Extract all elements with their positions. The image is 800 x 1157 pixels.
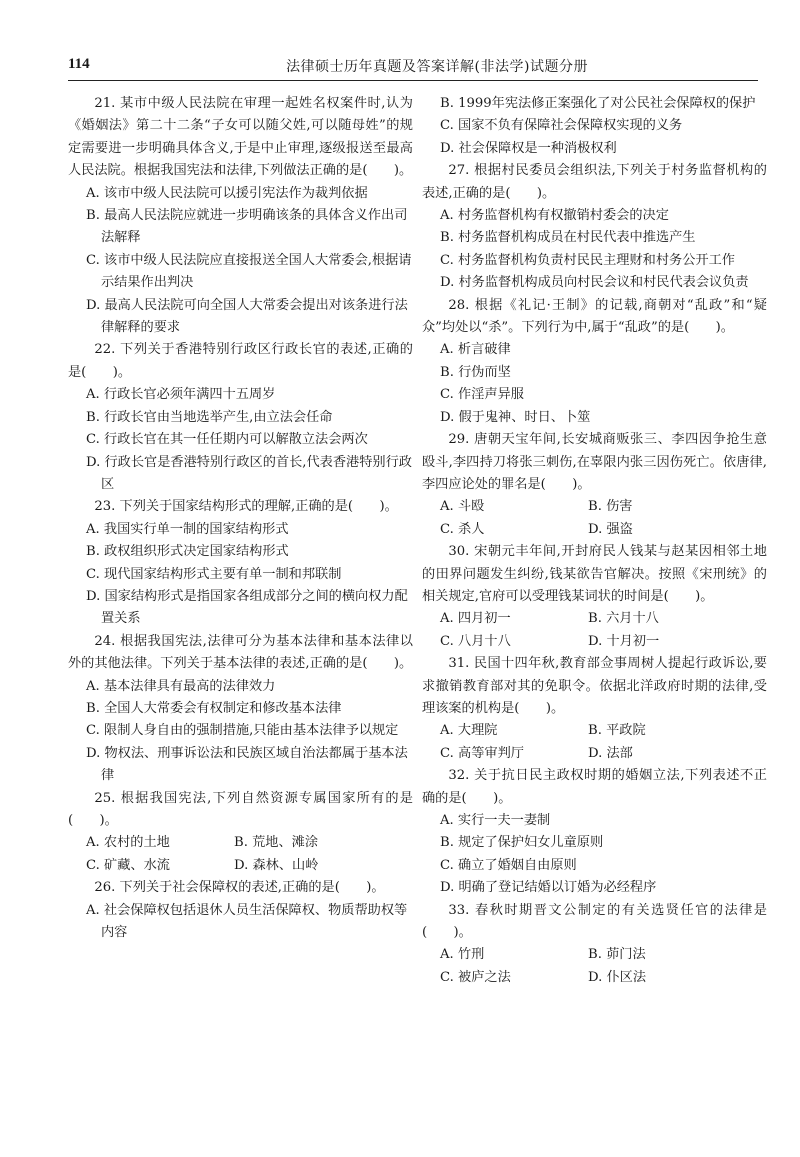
answer-option: B. 六月十八	[588, 611, 659, 627]
answer-option: D. 强盗	[588, 521, 633, 537]
answer-option: C. 行政长官在其一任任期内可以解散立法会两次	[86, 432, 368, 448]
answer-option: C. 确立了婚姻自由原则	[440, 857, 577, 873]
answer-option: A. 行政长官必须年满四十五周岁	[86, 387, 276, 403]
answer-option: C. 国家不负有保障社会保障权实现的义务	[440, 118, 683, 134]
answer-option: B. 茆门法	[588, 947, 646, 963]
answer-option: B. 荒地、滩涂	[234, 835, 319, 851]
answer-option: D. 行政长官是香港特别行政区的首长,代表香港特别行政区	[86, 454, 412, 492]
answer-option: B. 政权组织形式决定国家结构形式	[86, 544, 289, 560]
answer-option: D. 明确了登记结婚以订婚为必经程序	[440, 880, 657, 896]
answer-option: A. 大理院	[440, 723, 498, 739]
answer-option: D. 社会保障权是一种消极权利	[440, 140, 617, 156]
option-grid	[422, 608, 767, 653]
answer-option: B. 行伪而坚	[440, 364, 511, 380]
answer-option: B. 伤害	[588, 499, 633, 515]
question-stem: 24. 根据我国宪法,法律可分为基本法律和基本法律以外的其他法律。下列关于基本法律的表述,正确的是( )。	[68, 633, 413, 672]
right-column	[422, 93, 767, 989]
answer-option: A. 实行一夫一妻制	[440, 813, 551, 828]
question-stem: 25. 根据我国宪法,下列自然资源专属国家所有的是( )。	[68, 790, 413, 828]
answer-option: C. 杀人	[440, 521, 485, 537]
answer-option: A. 竹刑	[440, 947, 485, 963]
answer-option: C. 高等审判厅	[440, 745, 524, 761]
question-stem: 28. 根据《礼记·王制》的记载,商朝对“乱政”和“疑众”均处以“杀”。下列行为中,属于“乱政”的是( )。	[422, 297, 767, 336]
question-stem: 30. 宋朝元丰年间,开封府民人钱某与赵某因相邻土地的田界问题发生纠纷,钱某欲告官解决。按照《宋刑统》的相关规定,官府可以受理钱某词状的时间是( )。	[422, 544, 767, 604]
answer-option: C. 作淫声异服	[440, 387, 524, 403]
question-stem: 32. 关于抗日民主政权时期的婚姻立法,下列表述不正确的是( )。	[422, 768, 767, 806]
answer-option: D. 村务监督机构成员向村民会议和村民代表会议负责	[440, 275, 749, 291]
answer-option: C. 限制人身自由的强制措施,只能由基本法律予以规定	[86, 723, 399, 739]
answer-option: C. 矿藏、水流	[86, 857, 170, 873]
answer-option: C. 被庐之法	[440, 969, 511, 985]
answer-option: C. 现代国家结构形式主要有单一制和邦联制	[86, 566, 342, 582]
answer-option: B. 1999年宪法修正案强化了对公民社会保障权的保护	[440, 96, 756, 111]
answer-option: A. 斗殴	[440, 499, 485, 515]
question-stem: 21. 某市中级人民法院在审理一起姓名权案件时,认为《婚姻法》第二十二条“子女可以随父姓,可以随母姓”的规定需要进一步明确具体含义,于是中止审理,逐级报送至最高人民法院。根据我国宪法和法律,下列做法正确的是( )。	[68, 96, 413, 179]
question-stem: 23. 下列关于国家结构形式的理解,正确的是( )。	[94, 499, 398, 515]
answer-option: C. 村务监督机构负责村民民主理财和村务公开工作	[440, 252, 735, 268]
answer-option: D. 假于鬼神、时日、卜筮	[440, 409, 591, 425]
answer-option: B. 村务监督机构成员在村民代表中推选产生	[440, 230, 696, 246]
left-column	[68, 93, 413, 944]
option-grid	[422, 944, 767, 989]
answer-option: D. 国家结构形式是指国家各组成部分之间的横向权力配置关系	[86, 588, 408, 627]
answer-option: A. 该市中级人民法院可以援引宪法作为裁判依据	[86, 185, 368, 201]
answer-option: B. 最高人民法院应就进一步明确该条的具体含义作出司法解释	[86, 208, 408, 246]
answer-option: D. 仆区法	[588, 969, 647, 985]
question-stem: 26. 下列关于社会保障权的表述,正确的是( )。	[94, 880, 385, 896]
answer-option: D. 十月初一	[588, 633, 660, 649]
answer-option: D. 最高人民法院可向全国人大常委会提出对该条进行法律解释的要求	[86, 297, 408, 336]
answer-option: A. 我国实行单一制的国家结构形式	[86, 521, 289, 537]
answer-option: A. 社会保障权包括退休人员生活保障权、物质帮助权等内容	[86, 902, 408, 941]
answer-option: D. 森林、山岭	[234, 857, 319, 873]
answer-option: B. 全国人大常委会有权制定和修改基本法律	[86, 700, 342, 716]
answer-option: A. 析言破律	[440, 342, 511, 358]
page-header	[68, 54, 758, 81]
answer-option: C. 该市中级人民法院应直接报送全国人大常委会,根据请示结果作出判决	[86, 252, 412, 291]
answer-option: A. 农村的土地	[86, 835, 170, 851]
page-number: 114	[68, 56, 90, 72]
question-stem: 33. 春秋时期晋文公制定的有关选贤任官的法律是( )。	[422, 902, 767, 941]
answer-option: D. 法部	[588, 745, 633, 761]
running-title: 法律硕士历年真题及答案详解(非法学)试题分册	[286, 59, 588, 75]
option-grid	[68, 832, 413, 877]
answer-option: D. 物权法、刑事诉讼法和民族区域自治法都属于基本法律	[86, 745, 408, 784]
answer-option: A. 基本法律具有最高的法律效力	[86, 678, 276, 694]
answer-option: B. 平政院	[588, 723, 646, 739]
option-grid	[422, 720, 767, 765]
answer-option: A. 村务监督机构有权撤销村委会的决定	[440, 208, 669, 224]
answer-option: A. 四月初一	[440, 611, 511, 627]
answer-option: C. 八月十八	[440, 633, 511, 649]
question-stem: 29. 唐朝天宝年间,长安城商贩张三、李四因争抢生意殴斗,李四持刀将张三刺伤,在辜限内张三因伤死亡。依唐律,李四应论处的罪名是( )。	[422, 432, 767, 492]
answer-option: B. 规定了保护妇女儿童原则	[440, 835, 604, 851]
question-stem: 31. 民国十四年秋,教育部佥事周树人提起行政诉讼,要求撤销教育部对其的免职令。依据北洋政府时期的法律,受理该案的机构是( )。	[422, 656, 767, 716]
question-stem: 27. 根据村民委员会组织法,下列关于村务监督机构的表述,正确的是( )。	[422, 163, 767, 201]
question-stem: 22. 下列关于香港特别行政区行政长官的表述,正确的是( )。	[68, 342, 413, 380]
answer-option: B. 行政长官由当地选举产生,由立法会任命	[86, 409, 333, 425]
option-grid	[422, 496, 767, 541]
